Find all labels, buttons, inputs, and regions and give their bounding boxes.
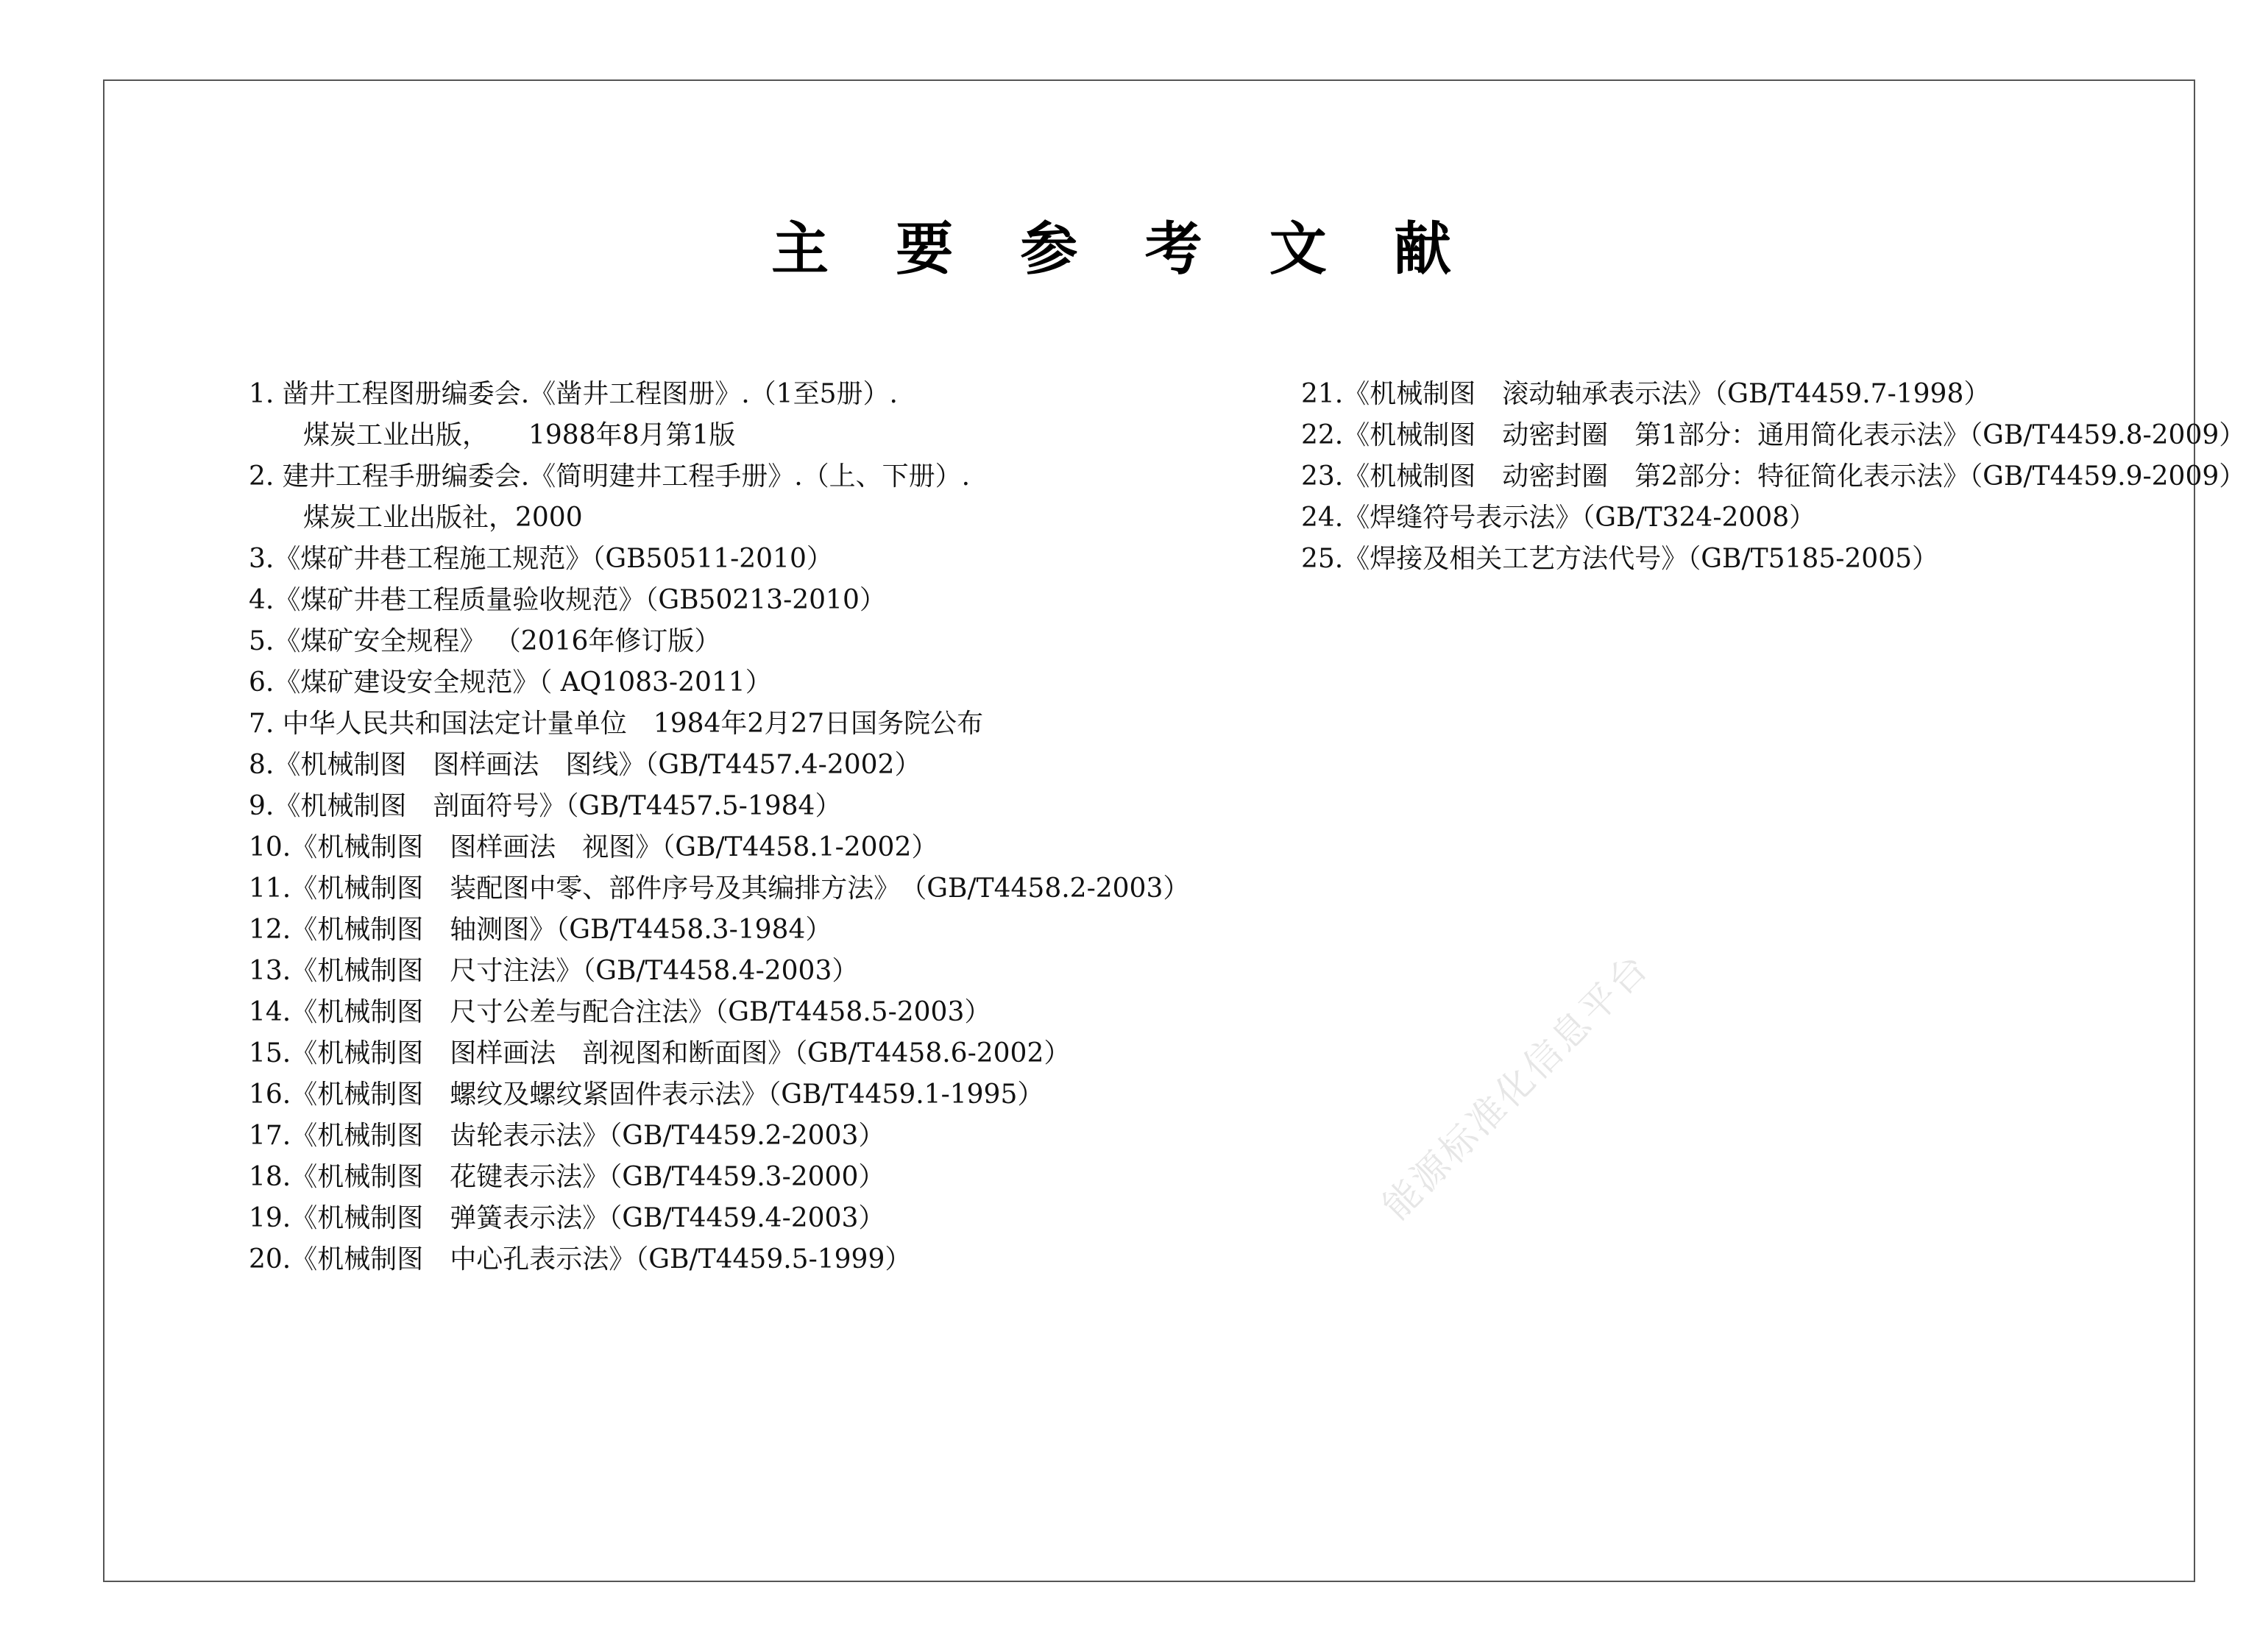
references-list-left <box>249 374 1191 1280</box>
reference-item-14: 14.《机械制图 尺寸公差与配合注法》（GB/T4458.5-2003） <box>249 997 991 1027</box>
reference-item-5: 5.《煤矿安全规程》 （2016年修订版） <box>249 626 721 656</box>
reference-item-23: 23.《机械制图 动密封圈 第2部分：特征简化表示法》（GB/T4459.9-2009） <box>1301 461 2246 492</box>
reference-item-18: 18.《机械制图 花键表示法》（GB/T4459.3-2000） <box>249 1162 885 1192</box>
reference-item-16: 16.《机械制图 螺纹及螺纹紧固件表示法》（GB/T4459.1-1995） <box>249 1080 1044 1110</box>
reference-item-13: 13.《机械制图 尺寸注法》（GB/T4458.4-2003） <box>249 956 859 986</box>
reference-item-3: 3.《煤矿井巷工程施工规范》（GB50511-2010） <box>249 544 833 574</box>
reference-item-2-continuation: 煤炭工业出版社，2000 <box>303 503 583 533</box>
reference-item-9: 9.《机械制图 剖面符号》（GB/T4457.5-1984） <box>249 791 842 821</box>
reference-item-19: 19.《机械制图 弹簧表示法》（GB/T4459.4-2003） <box>249 1203 885 1233</box>
reference-item-6: 6.《煤矿建设安全规范》（ AQ1083-2011） <box>249 667 772 698</box>
reference-item-12: 12.《机械制图 轴测图》（GB/T4458.3-1984） <box>249 915 832 945</box>
reference-item-25: 25.《焊接及相关工艺方法代号》（GB/T5185-2005） <box>1301 544 1939 574</box>
reference-item-2: 2. 建井工程手册编委会.《简明建井工程手册》.（上、下册）. <box>249 461 971 492</box>
reference-item-1: 1. 凿井工程图册编委会.《凿井工程图册》.（1至5册）. <box>249 379 898 409</box>
reference-item-8: 8.《机械制图 图样画法 图线》（GB/T4457.4-2002） <box>249 750 921 780</box>
reference-item-21: 21.《机械制图 滚动轴承表示法》（GB/T4459.7-1998） <box>1301 379 1991 409</box>
reference-item-22: 22.《机械制图 动密封圈 第1部分：通用简化表示法》（GB/T4459.8-2009） <box>1301 420 2246 450</box>
reference-item-20: 20.《机械制图 中心孔表示法》（GB/T4459.5-1999） <box>249 1244 912 1275</box>
reference-item-10: 10.《机械制图 图样画法 视图》（GB/T4458.1-2002） <box>249 832 938 862</box>
references-list-right <box>1301 374 2246 580</box>
reference-item-15: 15.《机械制图 图样画法 剖视图和断面图》（GB/T4458.6-2002） <box>249 1038 1071 1068</box>
reference-item-11: 11.《机械制图 装配图中零、部件序号及其编排方法》 （GB/T4458.2-2003） <box>249 873 1190 904</box>
reference-item-24: 24.《焊缝符号表示法》（GB/T324-2008） <box>1301 503 1816 533</box>
reference-item-7: 7. 中华人民共和国法定计量单位 1984年2月27日国务院公布 <box>249 709 984 739</box>
reference-item-4: 4.《煤矿井巷工程质量验收规范》（GB50213-2010） <box>249 585 886 615</box>
reference-item-1-continuation: 煤炭工业出版， 1988年8月第1版 <box>303 420 736 450</box>
page-title: 主 要 参 考 文 献 <box>771 216 1475 283</box>
reference-item-17: 17.《机械制图 齿轮表示法》（GB/T4459.2-2003） <box>249 1121 885 1151</box>
watermark: 能源标准化信息平台 <box>1374 945 1658 1228</box>
